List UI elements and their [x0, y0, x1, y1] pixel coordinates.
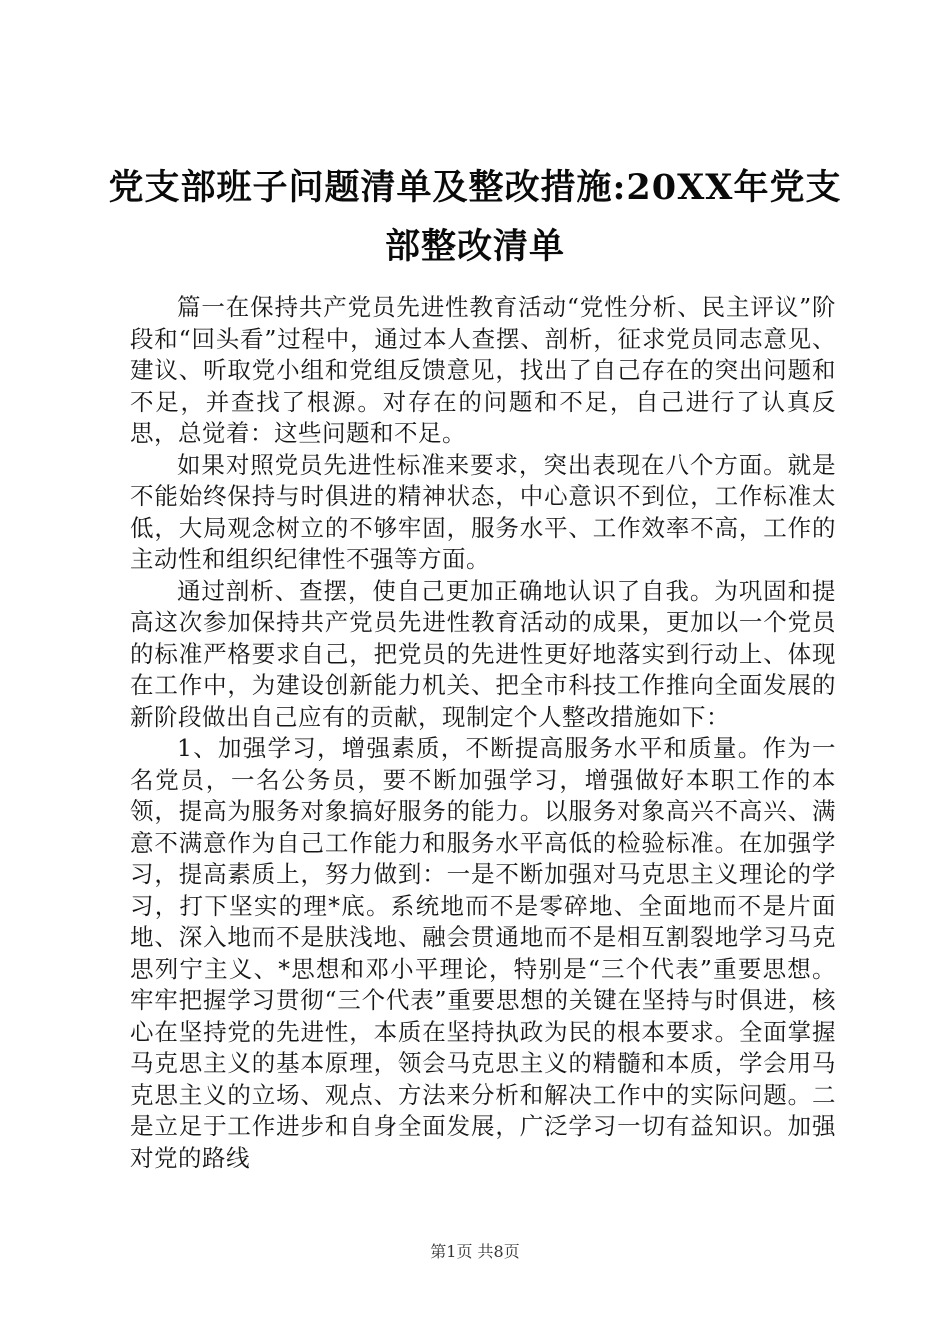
document-body	[130, 292, 836, 1174]
paragraph-2: 如果对照党员先进性标准来要求，突出表现在八个方面。就是不能始终保持与时俱进的精神状态，中心意识不到位，工作标准太低，大局观念树立的不够牢固，服务水平、工作效率不高，工作的主动性和组织纪律性不强等方面。	[130, 450, 836, 573]
paragraph-4: 1、加强学习，增强素质，不断提高服务水平和质量。作为一名党员，一名公务员，要不断加强学习，增强做好本职工作的本领，提高为服务对象搞好服务的能力。以服务对象高兴不高兴、满意不满意作为自己工作能力和服务水平高低的检验标准。在加强学习，提高素质上，努力做到：一是不断加强对马克思主义理论的学习，打下坚实的理*底。系统地而不是零碎地、全面地而不是片面地、深入地而不是肤浅地、融会贯通地而不是相互割裂地学习马克思列宁主义、*思想和邓小平理论，特别是“三个代表”重要思想。牢牢把握学习贯彻“三个代表”重要思想的关键在坚持与时俱进，核心在坚持党的先进性，本质在坚持执政为民的根本要求。全面掌握马克思主义的基本原理，领会马克思主义的精髓和本质，学会用马克思主义的立场、观点、方法来分析和解决工作中的实际问题。二是立足于工作进步和自身全面发展，广泛学习一切有益知识。加强对党的路线	[130, 734, 836, 1172]
paragraph-1: 篇一在保持共产党员先进性教育活动“党性分析、民主评议”阶段和“回头看”过程中，通过本人查摆、剖析，征求党员同志意见、建议、听取党小组和党组反馈意见，找出了自己存在的突出问题和不足，并查找了根源。对存在的问题和不足，自己进行了认真反思，总觉着：这些问题和不足。	[130, 293, 836, 447]
page-number-footer: 第1页 共8页	[430, 1242, 520, 1261]
document-title: 党支部班子问题清单及整改措施:20XX年党支部整改清单	[108, 167, 842, 267]
paragraph-3: 通过剖析、查摆，使自己更加正确地认识了自我。为巩固和提高这次参加保持共产党员先进性教育活动的成果，更加以一个党员的标准严格要求自己，把党员的先进性更好地落实到行动上、体现在工作中，为建设创新能力机关、把全市科技工作推向全面发展的新阶段做出自己应有的贡献，现制定个人整改措施如下：	[130, 576, 836, 731]
